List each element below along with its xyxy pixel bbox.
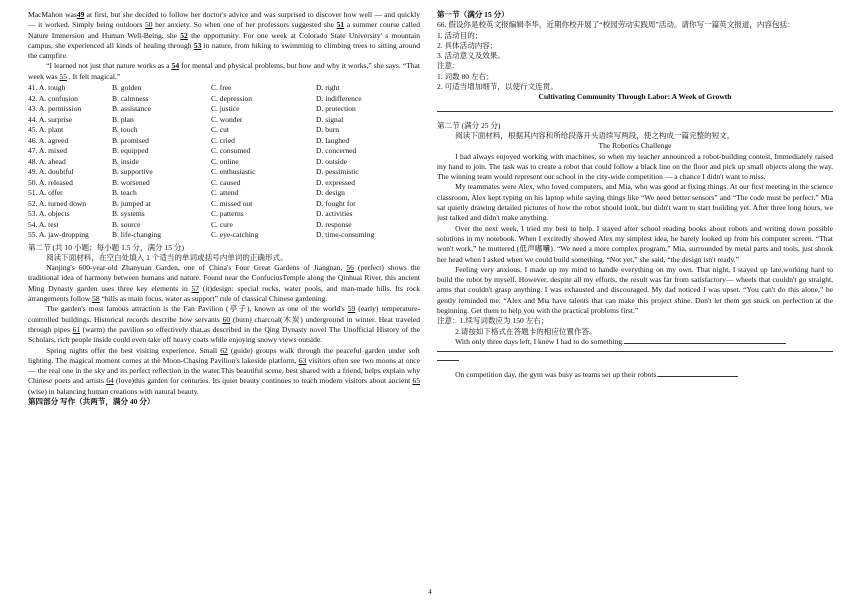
grammar-paragraph	[28, 263, 420, 304]
story-paragraph: Feeling very anxious, I made up my mind to handle everything on my own. That night, I stayed up late,working hard to build the robot by myself. However, despite all my efforts, the result was far from satisfactory— wheels that couldn't go straight, arms that couldn't grasp anything. I was exhausted and discouraged. My dad noticed I was upset. “You can't do this alone,” he gently reminded me. “Alex and Mia have talents that can make this project shine. Don't let them get stuck on perfection at the beginning. Get them to help you with the practical problems first.”	[437, 264, 833, 316]
option-row	[28, 178, 374, 189]
note-item: 2. 可适当增加细节，以使行文连贯。	[437, 82, 558, 92]
passage-text: . It felt magical.”	[66, 71, 121, 81]
option-cell: 49. A. doubtful	[28, 167, 74, 177]
option-cell: D. pessimistic	[316, 167, 359, 177]
option-cell: C. online	[211, 156, 239, 166]
blank-58: 58	[92, 294, 100, 304]
option-cell: C. cut	[211, 125, 230, 135]
option-cell: D. concerned	[316, 146, 357, 156]
blank-63: 63	[298, 355, 307, 365]
option-cell: B. life-changing	[112, 230, 162, 240]
option-cell: B. assistance	[112, 104, 151, 114]
passage-text: at first, but she decided to follow her doctor's advice and was surprised to discover how well — and quickly — it worked. Simply being outdoors	[28, 10, 420, 30]
option-cell: D. response	[316, 219, 352, 229]
option-row	[28, 167, 374, 178]
option-cell: B. touch	[112, 125, 138, 135]
left-column	[28, 10, 420, 407]
blank-52: 52	[180, 30, 188, 40]
note-item: 1.续写词数应为 150 左右；	[459, 316, 549, 326]
option-cell: D. fought for	[316, 198, 356, 208]
passage-text: MacMahon was	[28, 10, 77, 19]
passage-text: (love)this garden for centuries. Its quiet beauty continues to teach modern visitors about ancient	[113, 376, 413, 386]
story-title: The Robotics Challenge	[598, 141, 672, 151]
continuation-line-1	[437, 337, 833, 347]
option-row	[28, 157, 374, 168]
blank-64: 64	[106, 376, 114, 386]
blank-62: 62	[220, 345, 228, 355]
blank-60: 60	[222, 314, 231, 324]
option-cell: B. systems	[112, 209, 145, 219]
option-cell: D. outside	[316, 156, 348, 166]
option-cell: C. cure	[211, 219, 233, 229]
note2-line	[437, 316, 833, 326]
grammar-paragraph	[28, 304, 420, 345]
continuation-start-2: On competition day, the gym was busy as teams set up their robots.	[455, 370, 659, 380]
passage-text: a summer course called Nature Immersion and Human Well-Being, she	[28, 20, 420, 40]
passage-text: in nature, from hiking to swimming to climbing trees to sitting around the campfire.	[28, 40, 420, 61]
passage-text: “I learned not just that nature works as a	[46, 61, 172, 71]
story-paragraph: I had always enjoyed working with machines, so when my teacher announced a robot-building contest, Immediately raised my hand to join. The task was to create a robot that could follow a black line on the floor and pick up small objects along the way. The winning team would represent our school in the city-wide competition — a chance I didn't want to miss.	[437, 151, 833, 182]
blank-65: 65	[412, 376, 420, 386]
note-item: 2.请按如下格式在答题卡的相应位置作答。	[455, 326, 597, 336]
option-cell: C. cried	[211, 135, 235, 145]
option-cell: B. source	[112, 219, 141, 229]
option-cell: D. protection	[316, 104, 356, 114]
option-row	[28, 83, 374, 94]
option-cell: 44. A. surprise	[28, 114, 73, 124]
option-cell: 54. A. test	[28, 219, 59, 229]
passage-text: (it)design: special rocks, water pools, and man-made hills. Its rock arrangements follow	[28, 283, 420, 304]
blank-55: 55	[59, 71, 67, 81]
option-cell: 51. A. offer	[28, 188, 63, 198]
continuation-start-1: With only three days left, I knew I had to do something.	[455, 336, 624, 346]
passage-text: Nanjing's 600-year-old Zhanyuan Garden, one of China's Four Great Gardens of Jiangnan,	[46, 263, 347, 273]
answer-blank	[658, 376, 738, 377]
option-cell: D. burn	[316, 125, 340, 135]
option-cell: B. equipped	[112, 146, 149, 156]
option-cell: D. time-consuming	[316, 230, 375, 240]
option-cell: D. signal	[316, 114, 344, 124]
passage-text: visitors often see two moons at once — the real one in the sky and its perfect reflection in the water.This beautiful scene, best shared with a friend, helps explain why Chinese poets and artists	[28, 355, 420, 386]
passage-paragraph	[28, 61, 420, 82]
option-row	[28, 146, 374, 157]
option-row	[28, 115, 374, 126]
requirement-item: 1. 活动目的；	[437, 30, 483, 40]
requirement-item: 3. 活动意义及效果。	[437, 51, 505, 61]
option-row	[28, 230, 374, 241]
note-item: 1. 词数 80 左右；	[437, 71, 494, 81]
option-cell: 50. A. released	[28, 177, 73, 187]
option-row	[28, 94, 374, 105]
blank-61: 61	[72, 324, 81, 334]
passage-text: (perfect) shows the traditional idea of harmony between humans and nature. Found near the ConfuciusTemple along the Qinhuai River, this ancient Ming Dynasty garden uses three key elements in	[28, 263, 420, 293]
option-cell: 41. A. tough	[28, 83, 66, 93]
passage-paragraph	[28, 10, 420, 61]
blank-59: 59	[347, 304, 356, 314]
option-cell: 42. A. confusion	[28, 93, 78, 103]
option-cell: D. right	[316, 83, 340, 93]
answer-line	[437, 351, 833, 352]
option-cell: C. patterns	[211, 209, 244, 219]
option-row	[28, 220, 374, 231]
option-cell: C. consumed	[211, 146, 251, 156]
story-paragraph: Over the next week, I tried my best to help. I stayed after school reading books about robots and writing down possible solutions in my notebook. When I excitedly showed Alex my simplest idea, he barely looked up from his computer screen. “That won't work,” he muttered (低声嘟囔). “We need a more complex program.” Mia, surrounded by metal parts and tools, just shook her head when I asked when we could build something. “Not yet,” she said, “the design isn't ready.”	[437, 223, 833, 264]
writing-section2-instruction: 阅读下面材料，根据其内容和所给段落开头语续写两段，使之构成一篇完整的短文。	[455, 130, 735, 140]
option-cell: 43. A. permission	[28, 104, 82, 114]
option-cell: D. laughed	[316, 135, 350, 145]
option-cell: D. expressed	[316, 177, 355, 187]
right-column	[437, 10, 833, 381]
blank-53: 53	[193, 40, 202, 50]
option-cell: B. golden	[112, 83, 142, 93]
option-cell: 45. A. plant	[28, 125, 64, 135]
option-cell: 52. A. turned down	[28, 198, 87, 208]
answer-line	[437, 360, 459, 361]
option-row	[28, 199, 374, 210]
blank-54: 54	[171, 61, 180, 71]
note-label: 注意：	[437, 316, 460, 326]
option-cell: D. indifference	[316, 93, 362, 103]
section2-instruction: 阅读下面材料，在空白处填入 1 个适当的单词或括号内单词的正确形式。	[46, 252, 288, 262]
option-cell: B. supportive	[112, 167, 153, 177]
option-cell: C. attend	[211, 188, 239, 198]
option-cell: B. inside	[112, 156, 139, 166]
report-title: Cultivating Community Through Labor: A Week of Growth	[538, 92, 732, 102]
option-cell: C. enthusiastic	[211, 167, 256, 177]
answer-line	[437, 111, 833, 112]
passage-text: for mental and physical problems, but how and why it works,” she says. “That week was	[28, 61, 421, 81]
option-row	[28, 209, 374, 220]
passage-text: The garden's most famous attraction is the Fan Pavilion (亭子), known as one of the world's	[46, 304, 348, 314]
blank-49: 49	[76, 10, 85, 19]
passage-text: (burn) charcoal(木炭) underground in winter. Heat traveled through pipes	[28, 314, 420, 334]
option-row	[28, 136, 374, 147]
answer-blank	[624, 343, 786, 344]
option-cell: 46. A. agreed	[28, 135, 69, 145]
writing-prompt-66: 66. 假设你是校英文报编辑李华，近期你校开展了“校园劳动实践周”活动。请你写一篇英文报道，内容包括：	[437, 20, 795, 30]
option-cell: 55. A. jaw-dropping	[28, 230, 89, 240]
passage-text: (warm) the pavilion so effectively that,as described in the Qing Dynasty novel The Unofficial History of the Scholars, rich people inside could even take off heavy coats while enjoying snowy views outside.	[28, 324, 420, 345]
option-cell: D. design	[316, 188, 345, 198]
requirement-item: 2. 具体活动内容；	[437, 40, 498, 50]
option-cell: B. teach	[112, 188, 137, 198]
option-cell: B. jumped at	[112, 198, 151, 208]
blank-51: 51	[336, 20, 345, 30]
option-cell: C. wonder	[211, 114, 243, 124]
writing-section1-heading: 第一节（满分 15 分）	[437, 10, 509, 19]
note-label: 注意：	[437, 61, 460, 71]
section4-heading: 第四部分 写作（共两节，满分 40 分）	[28, 397, 155, 407]
option-cell: C. depression	[211, 93, 253, 103]
passage-text: (wise) in balancing human creations with natural beauty.	[28, 386, 199, 396]
passage-text: “hills as main focus, water as support” rule of classical Chinese gardening.	[99, 294, 328, 304]
option-row	[28, 188, 374, 199]
grammar-paragraph	[28, 346, 420, 397]
blank-57: 57	[191, 283, 200, 293]
option-cell: C. free	[211, 83, 232, 93]
passage-text: (early) temperature-controlled buildings. Historical records describe how servants	[28, 304, 420, 324]
option-cell: 53. A. objects	[28, 209, 70, 219]
option-cell: B. calmness	[112, 93, 149, 103]
option-row	[28, 104, 374, 115]
option-row	[28, 125, 374, 136]
passage-text: (guide) groups walk through the peaceful garden under soft lighting. The magical moment comes at the Moon-Chasing Pavilion's lakeside platform,	[28, 345, 420, 365]
option-cell: C. missed out	[211, 198, 253, 208]
section2-heading: 第二节 (共 10 小题；每小题 1.5 分，满分 15 分)	[28, 242, 184, 252]
options-table	[28, 83, 374, 241]
passage-text: Spring nights offer the best visiting experience. Small	[46, 345, 221, 355]
continuation-line-2	[437, 370, 833, 380]
blank-56: 56	[346, 263, 354, 273]
blank-50: 50	[144, 20, 153, 30]
option-cell: C. justice	[211, 104, 240, 114]
option-cell: D. activities	[316, 209, 353, 219]
story-paragraph: My teammates were Alex, who loved computers, and Mia, who was good at fixing things. At our first meeting in the science classroom, Alex kept typing on his laptop while saying things like “We need better sensors” and “The code must be perfect.” Mia sat quietly drawing detailed pictures of how the robot should look, but didn't want to start building yet. After three long hours, we just talked and didn't make anything.	[437, 182, 833, 223]
option-cell: B. plan	[112, 114, 134, 124]
option-cell: B. worsened	[112, 177, 150, 187]
option-cell: 47. A. mixed	[28, 146, 67, 156]
page-number: 4	[428, 588, 432, 596]
passage-text: the opportunity. For one week at Colorado State University' s mountain campus, she experienced all kinds of healing through	[28, 30, 420, 50]
passage-text: her anxiety. So when one of her professors suggested she	[152, 20, 337, 30]
option-cell: C. eye-catching	[211, 230, 259, 240]
option-cell: C. caused	[211, 177, 241, 187]
option-cell: 48. A. ahead	[28, 156, 66, 166]
writing-section2-heading: 第二节 (满分 25 分)	[437, 120, 501, 130]
option-cell: B. promised	[112, 135, 149, 145]
